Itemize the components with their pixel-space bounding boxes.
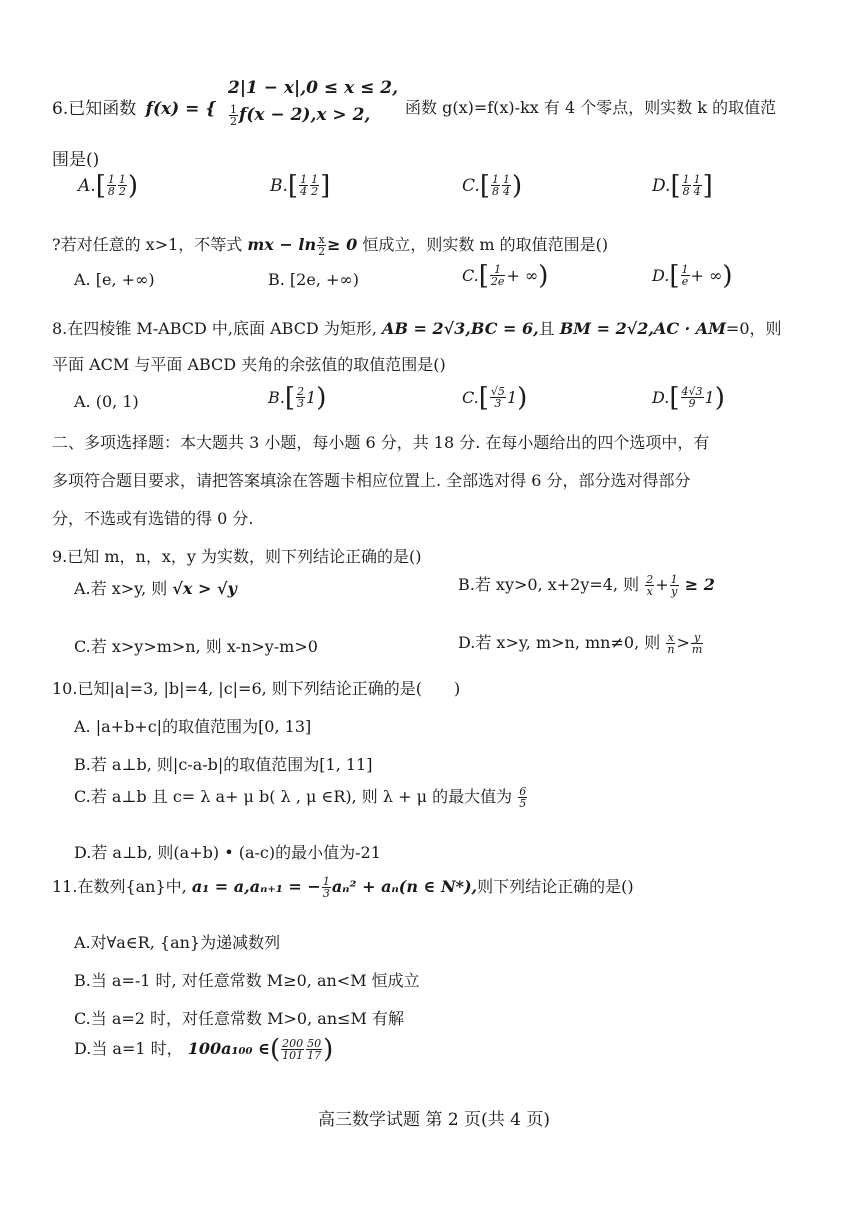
q6-tail: 函数 g(x)=f(x)-kx 有 4 个零点，则实数 k 的取值范 bbox=[405, 98, 777, 117]
section2-line3: 分，不选或有选错的得 0 分. bbox=[52, 509, 254, 528]
q11-option-b[interactable]: B.当 a=-1 时, 对任意常数 M≥0, an<M 恒成立 bbox=[74, 971, 420, 990]
q6-case1: 2|1 − x|,0 ≤ x ≤ 2, bbox=[228, 78, 399, 98]
q7-option-a[interactable]: A. [e, +∞) bbox=[74, 270, 155, 289]
q11-option-c[interactable]: C.当 a=2 时，对任意常数 M>0, an≤M 有解 bbox=[74, 1009, 405, 1028]
q8-line1: 8.在四棱锥 M-ABCD 中,底面 ABCD 为矩形, AB = 2√3,BC = 6,且 BM = 2√2,AC · AM=0，则 bbox=[52, 319, 782, 338]
q6-option-c[interactable]: C. [ $\frac{1}{8}$ $\frac{1}{4}$ ) bbox=[462, 170, 523, 201]
q11-option-a[interactable]: A.对∀a∈R, {an}为递减数列 bbox=[74, 933, 281, 952]
q10-option-a[interactable]: A. |a+b+c|的取值范围为[0, 13] bbox=[74, 717, 312, 736]
q11-stem: 11.在数列{an}中, a₁ = a,aₙ₊₁ = − $\frac{1}{3}$ aₙ² + aₙ(n ∈ N*),则下列结论正确的是() bbox=[52, 875, 634, 900]
q8-option-c[interactable]: C. [ $\frac{√5}{3}$ 1 ) bbox=[462, 382, 528, 413]
q10-option-b[interactable]: B.若 a⊥b, 则|c-a-b|的取值范围为[1, 11] bbox=[74, 755, 373, 774]
q8-option-d[interactable]: D. [ $\frac{4√3}{9}$ 1 ) bbox=[652, 382, 725, 413]
q8-option-a[interactable]: A. (0, 1) bbox=[74, 392, 139, 411]
q9-option-d[interactable]: D.若 x>y, m>n, mn≠0, 则 $\frac{x}{n}$ > $\frac{y}{m}$ bbox=[458, 631, 703, 656]
q6-option-d[interactable]: D. [ $\frac{1}{8}$ $\frac{1}{4}$ ] bbox=[652, 170, 713, 201]
q9-stem: 9.已知 m，n，x，y 为实数，则下列结论正确的是() bbox=[52, 547, 422, 566]
q6-option-b[interactable]: B. [ $\frac{1}{4}$ $\frac{1}{2}$ ] bbox=[270, 170, 331, 201]
q9-option-b[interactable]: B.若 xy>0, x+2y=4, 则 $\frac{2}{x}$ + $\frac{1}{y}$ ≥ 2 bbox=[458, 573, 715, 598]
q10-option-c[interactable]: C.若 a⊥b 且 c= λ a+ μ b( λ , μ ∈R), 则 λ + μ 的最大值为 $\frac{6}{5}$ bbox=[74, 785, 527, 810]
q7-option-b[interactable]: B. [2e, +∞) bbox=[268, 270, 359, 289]
q11-option-d[interactable]: D.当 a=1 时， 100a₁₀₀ ∈( $\frac{200}{101}$ $\frac{50}{17}$ ) bbox=[74, 1034, 334, 1065]
q6-line1: 6.已知函数 f(x) = { bbox=[52, 99, 217, 119]
section2-line2: 多项符合题目要求，请把答案填涂在答题卡相应位置上. 全部选对得 6 分，部分选对得部分 bbox=[52, 471, 691, 490]
q7-option-d[interactable]: D. [ $\frac{1}{e}$ + ∞ ) bbox=[652, 260, 733, 291]
q9-option-a[interactable]: A.若 x>y, 则 √x > √y bbox=[74, 579, 237, 598]
q8-line2: 平面 ACM 与平面 ABCD 夹角的余弦值的取值范围是() bbox=[52, 355, 446, 374]
section2-line1: 二、多项选择题：本大题共 3 小题，每小题 6 分，共 18 分. 在每小题给出的四个选项中，有 bbox=[52, 433, 710, 452]
q10-stem: 10.已知|a|=3, |b|=4, |c|=6, 则下列结论正确的是( ) bbox=[52, 679, 461, 698]
q6-case2: $\frac{1}{2}$ f(x − 2),x > 2, bbox=[230, 103, 371, 128]
q7-stem: ?若对任意的 x>1，不等式 mx − ln $\frac{x}{2}$ ≥ 0 恒成立，则实数 m 的取值范围是() bbox=[52, 233, 609, 258]
q10-option-d[interactable]: D.若 a⊥b, 则(a+b) • (a-c)的最小值为-21 bbox=[74, 843, 381, 862]
q6-option-a[interactable]: A. [ $\frac{1}{8}$ $\frac{1}{2}$ ) bbox=[78, 170, 138, 201]
q8-option-b[interactable]: B. [ $\frac{2}{3}$ 1 ) bbox=[268, 382, 327, 413]
q7-option-c[interactable]: C. [ $\frac{1}{2e}$ + ∞ ) bbox=[462, 260, 549, 291]
page-footer: 高三数学试题 第 2 页(共 4 页) bbox=[318, 1110, 550, 1130]
q6-line2: 围是() bbox=[52, 150, 100, 170]
q9-option-c[interactable]: C.若 x>y>m>n, 则 x-n>y-m>0 bbox=[74, 637, 318, 656]
